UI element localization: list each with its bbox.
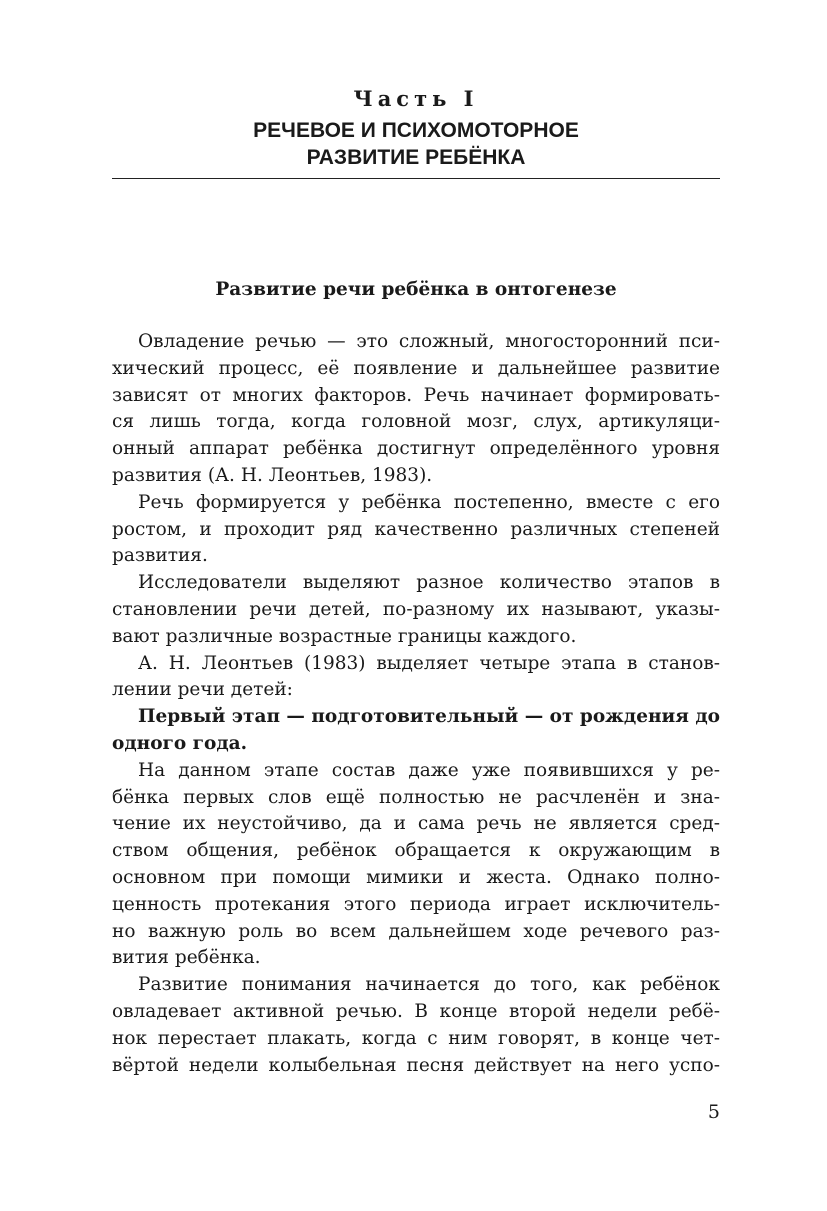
text-line: нок перестает плакать, когда с ним говорят, в конце чет- (112, 1027, 720, 1049)
part-title-line-1: РЕЧЕВОЕ И ПСИХОМОТОРНОЕ (253, 119, 579, 142)
text-line-bold: Первый этап — подготовительный — от рождения до (138, 706, 720, 728)
text-line: вают различные возрастные границы каждого. (112, 625, 577, 647)
part-label: Часть I (353, 86, 479, 111)
text-line: хический процесс, её появление и дальнейшее развитие (112, 357, 720, 379)
text-line: овладевает активной речью. В конце второй недели ребё- (112, 1000, 720, 1022)
header-divider (112, 178, 720, 179)
text-line-bold: одного года. (112, 732, 248, 754)
text-line: онный аппарат ребёнка достигнут определённого уровня (112, 438, 720, 460)
text-line: чение их неустойчиво, да и сама речь не является сред- (112, 813, 720, 835)
text-line: развития. (112, 545, 208, 567)
text-line: На данном этапе состав даже уже появившихся у ре- (138, 759, 720, 781)
part-title (112, 117, 720, 171)
text-line: основном при помощи мимики и жеста. Однако полно- (112, 866, 720, 888)
text-line: ся лишь тогда, когда головной мозг, слух, артикуляци- (112, 411, 720, 433)
text-line: Развитие понимания начинается до того, как ребёнок (138, 974, 720, 996)
body-text (112, 329, 720, 1079)
text-line: вёртой недели колыбельная песня действует на него успо- (112, 1054, 720, 1076)
text-line: ростом, и проходит ряд качественно различных степеней (112, 518, 720, 540)
text-line: Речь формируется у ребёнка постепенно, вместе с его (138, 491, 720, 513)
page-number: 5 (707, 1101, 720, 1123)
text-line: зависят от многих факторов. Речь начинает формировать- (112, 384, 720, 406)
section-title: Развитие речи ребёнка в онтогенезе (215, 279, 617, 300)
text-line: вития ребёнка. (112, 947, 261, 969)
text-line: Исследователи выделяют разное количество этапов в (138, 572, 720, 594)
part-title-line-2: РАЗВИТИЕ РЕБЁНКА (306, 146, 526, 169)
text-line: ценность протекания этого периода играет исключитель- (112, 893, 720, 915)
text-line: лении речи детей: (112, 679, 293, 701)
text-line: ством общения, ребёнок обращается к окружающим в (112, 840, 720, 862)
text-line: Овладение речью — это сложный, многосторонний пси- (138, 331, 720, 352)
text-line: А. Н. Леонтьев (1983) выделяет четыре этапа в станов- (138, 652, 720, 674)
text-line: становлении речи детей, по-разному их называют, указы- (112, 598, 720, 620)
text-line: развития (А. Н. Леонтьев, 1983). (112, 464, 433, 486)
text-line: но важную роль во всем дальнейшем ходе речевого раз- (112, 920, 720, 942)
text-line: бёнка первых слов ещё полностью не расчленён и зна- (112, 786, 720, 808)
